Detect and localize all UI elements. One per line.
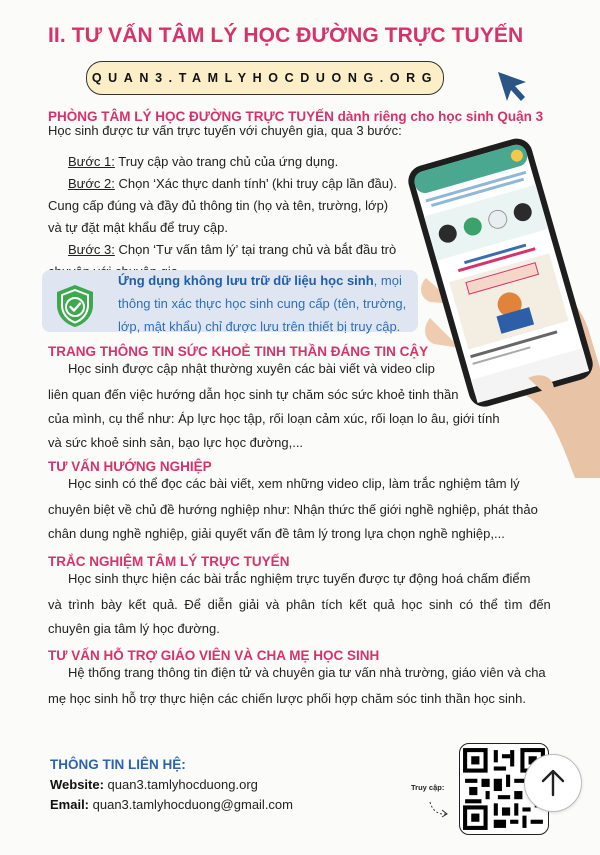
qr-access-label: Truy cập:	[411, 783, 445, 792]
mouse-cursor-icon	[496, 70, 530, 104]
step-1: Bước 1: Truy cập vào trang chủ của ứng dụng.	[68, 154, 339, 169]
section-1-line-1: Học sinh được cập nhật thường xuyên các bài viết và video clip	[68, 361, 435, 376]
section-1-line-3: của mình, cụ thể như: Áp lực học tập, rối loạn cảm xúc, rối loạn lo âu, giới tính	[48, 411, 500, 426]
step-2-line-3: và tự đặt mật khẩu để truy cập.	[48, 220, 228, 235]
intro-lead: Học sinh được tư vấn trực tuyến với chuyên gia, qua 3 bước:	[48, 123, 402, 138]
website-link[interactable]: quan3.tamlyhocduong.org	[103, 777, 258, 792]
section-3-line-1: Học sinh thực hiện các bài trắc nghiệm trực tuyến được tự động hoá chấm điểm	[68, 571, 531, 586]
email-link[interactable]: quan3.tamlyhocduong@gmail.com	[89, 797, 293, 812]
scroll-to-top-button[interactable]	[524, 754, 582, 812]
step-2: Bước 2: Chọn ‘Xác thực danh tính’ (khi truy cập lần đầu).	[68, 176, 397, 191]
step-3: Bước 3: Chọn ‘Tư vấn tâm lý’ tại trang chủ và bắt đầu trò	[68, 242, 397, 257]
curved-arrow-icon	[428, 800, 452, 820]
section-heading-teacher-parent-support: TƯ VẤN HỖ TRỢ GIÁO VIÊN VÀ CHA MẸ HỌC SINH	[48, 648, 380, 663]
website-url-banner[interactable]	[86, 61, 444, 95]
section-1-line-4: và sức khoẻ sinh sản, bạo lực học đường,...	[48, 435, 304, 450]
shield-check-icon	[54, 283, 96, 329]
privacy-notice	[42, 270, 418, 332]
section-3-line-3: chuyên gia tâm lý học đường.	[48, 621, 220, 636]
section-2-line-3: chân dung nghề nghiệp, giải quyết vấn đề tâm lý trong lựa chọn nghề nghiệp,...	[48, 526, 505, 541]
section-2-line-1: Học sinh có thể đọc các bài viết, xem những video clip, làm trắc nghiệm tâm lý	[68, 476, 520, 491]
section-4-line-1: Hệ thống trang thông tin điện tử và chuyên gia tư vấn nhà trường, giáo viên và cha	[68, 665, 546, 680]
contact-website[interactable]: Website: quan3.tamlyhocduong.org	[50, 777, 258, 792]
contact-heading: THÔNG TIN LIÊN HỆ:	[50, 757, 186, 772]
section-2-line-2: chuyên biệt về chủ đề hướng nghiệp như: Nhận thức thế giới nghề nghiệp, phát thảo	[48, 502, 538, 517]
section-heading-mental-health-info: TRANG THÔNG TIN SỨC KHOẺ TINH THẦN ĐÁNG TIN CẬY	[48, 344, 429, 359]
page-title: II. TƯ VẤN TÂM LÝ HỌC ĐƯỜNG TRỰC TUYẾN	[48, 24, 524, 47]
section-3-line-2: và trình bày kết quả. Để diễn giải và phân tích kết quả học sinh có thể tìm đến	[48, 597, 551, 612]
contact-email[interactable]: Email: quan3.tamlyhocduong@gmail.com	[50, 797, 293, 812]
section-heading-career-counseling: TƯ VẤN HƯỚNG NGHIỆP	[48, 459, 212, 474]
privacy-notice-text: Ứng dụng không lưu trữ dữ liệu học sinh, mọi thông tin xác thực học sinh cung cấp (tên, trường, lớp, mật khẩu) chỉ được lưu trên thiết bị truy cập.	[118, 273, 407, 334]
step-2-line-2: Cung cấp đúng và đầy đủ thông tin (họ và tên, trường, lớp)	[48, 198, 389, 213]
arrow-up-icon	[539, 768, 567, 798]
section-4-line-2: mẹ học sinh hỗ trợ thực hiện các chiến lược phối hợp chăm sóc tinh thần học sinh.	[48, 691, 527, 706]
section-heading-online-tests: TRẮC NGHIỆM TÂM LÝ TRỰC TUYẾN	[48, 554, 290, 569]
section-1-line-2: liên quan đến việc hướng dẫn học sinh tự chăm sóc sức khoẻ tinh thần	[48, 387, 459, 402]
website-url-text: QUAN3.TAMLYHOCDUONG.ORG	[91, 71, 439, 85]
intro-heading: PHÒNG TÂM LÝ HỌC ĐƯỜNG TRỰC TUYẾN dành riêng cho học sinh Quận 3	[48, 109, 544, 124]
